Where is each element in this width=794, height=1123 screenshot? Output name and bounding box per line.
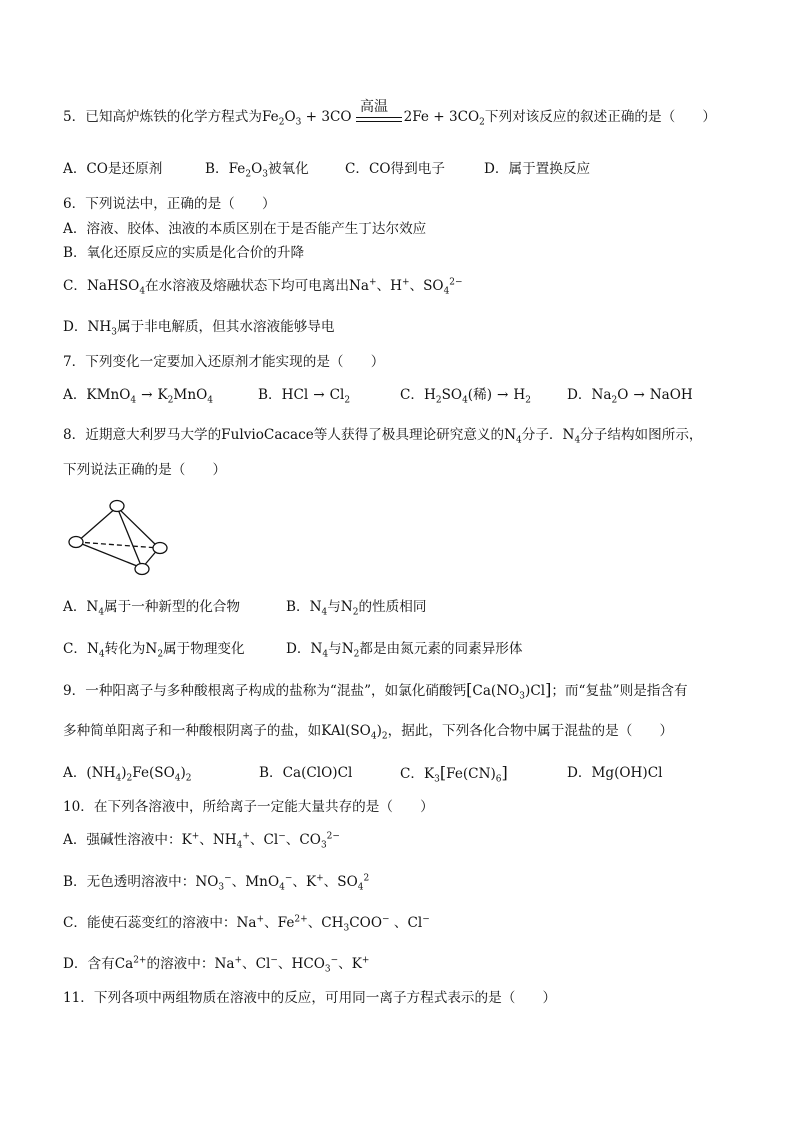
q8-option-b: B．$N_4$与$N_2$的性质相同 (286, 599, 427, 618)
q11-stem: 11．下列各项中两组物质在溶液中的反应，可用同一离子方程式表示的是（ ） (63, 990, 557, 1006)
q5-option-a: A．CO是还原剂 (63, 161, 163, 177)
q7-option-b: B．HCl → $Cl_2$ (258, 387, 351, 406)
q10-stem: 10．在下列各溶液中，所给离子一定能大量共存的是（ ） (63, 799, 434, 815)
q5-option-b: B．$Fe_2O_3$被氧化 (205, 161, 309, 180)
q10-option-c: C．能使石蕊变红的溶液中：Na+、$Fe^{2+}$、$CH_3COO^-$ 、Cl− (63, 914, 430, 934)
atom-top (110, 501, 124, 512)
q6-option-c: C．NaHSO$_4$在水溶液及熔融状态下均可电离出Na+、H+、$SO_4^{2-}$ (63, 277, 463, 297)
q5-stem: 5．已知高炉炼铁的化学方程式为$Fe_2O_3 + 3CO$ $2Fe + 3CO_2$下列对该反应的叙述正确的是（ ） (63, 109, 716, 128)
q10-option-a: A．强碱性溶液中：K+、$NH_4^+$、Cl−、$CO_3^{2-}$ (63, 831, 340, 851)
equation-double-bar (356, 117, 402, 122)
q5-stem-tail: 下列对该反应的叙述正确的是（ ） (484, 109, 716, 125)
q7-option-c: C．$H_2SO_4$(稀) → $H_2$ (400, 387, 531, 406)
q9-option-a: A．$(NH_4)_2Fe(SO_4)_2$ (63, 765, 192, 784)
q8-option-d: D．$N_4$与$N_2$都是由氮元素的同素异形体 (286, 641, 523, 660)
n4-tetrahedron-figure (60, 495, 180, 580)
q8-stem-line1: 8．近期意大利罗马大学的FulvioCacace等人获得了极具理论研究意义的$N_4$分子．$N_4$分子结构如图所示， (63, 427, 703, 446)
atom-right (153, 543, 167, 554)
atom-left (69, 537, 83, 548)
q6-option-a: A．溶液、胶体、浊液的本质区别在于是否能产生丁达尔效应 (63, 221, 427, 237)
q8-option-a: A．$N_4$属于一种新型的化合物 (63, 599, 240, 618)
q7-option-a: A．KMnO$_4$ → $K_2MnO_4$ (63, 387, 213, 406)
q8-option-c: C．$N_4$转化为$N_2$属于物理变化 (63, 641, 245, 660)
q5-option-d: D．属于置换反应 (484, 161, 591, 177)
q10-option-d: D．含有$Ca^{2+}$的溶液中：Na+、Cl−、$HCO_3^-$、K+ (63, 955, 370, 975)
q9-option-b: B．Ca(ClO)Cl (259, 765, 353, 781)
q9-option-c: C．$K_3[Fe(CN)_6]$ (400, 763, 508, 785)
reaction-condition: 高温 (360, 99, 388, 115)
q9-stem-line2: 多种简单阳离子和一种酸根阴离子的盐，如$KAl(SO_4)_2$，据此，下列各化合物中属于混盐的是（ ） (63, 723, 674, 742)
q6-option-b: B．氧化还原反应的实质是化合价的升降 (63, 245, 305, 261)
atom-bottom (135, 564, 149, 575)
q7-stem: 7．下列变化一定要加入还原剂才能实现的是（ ） (63, 354, 385, 370)
q5-stem-text: 5．已知高炉炼铁的化学方程式为 (63, 109, 262, 125)
q8-stem-line2: 下列说法正确的是（ ） (63, 462, 227, 478)
q5-option-c: C．CO得到电子 (345, 161, 445, 177)
q6-option-d: D．$NH_3$属于非电解质，但其水溶液能够导电 (63, 319, 335, 338)
q9-option-d: D．Mg(OH)Cl (567, 765, 663, 781)
q9-stem-line1: 9．一种阳离子与多种酸根离子构成的盐称为“混盐”，如氯化硝酸钙$[Ca(NO_3)Cl]$；而“复盐”则是指含有 (63, 680, 688, 702)
q10-option-b: B．无色透明溶液中：$NO_3^-$、MnO$_4$−、K+、$SO_4^2$ (63, 873, 370, 893)
q6-stem: 6．下列说法中，正确的是（ ） (63, 196, 276, 212)
q7-option-d: D．$Na_2O$ → NaOH (567, 387, 693, 406)
